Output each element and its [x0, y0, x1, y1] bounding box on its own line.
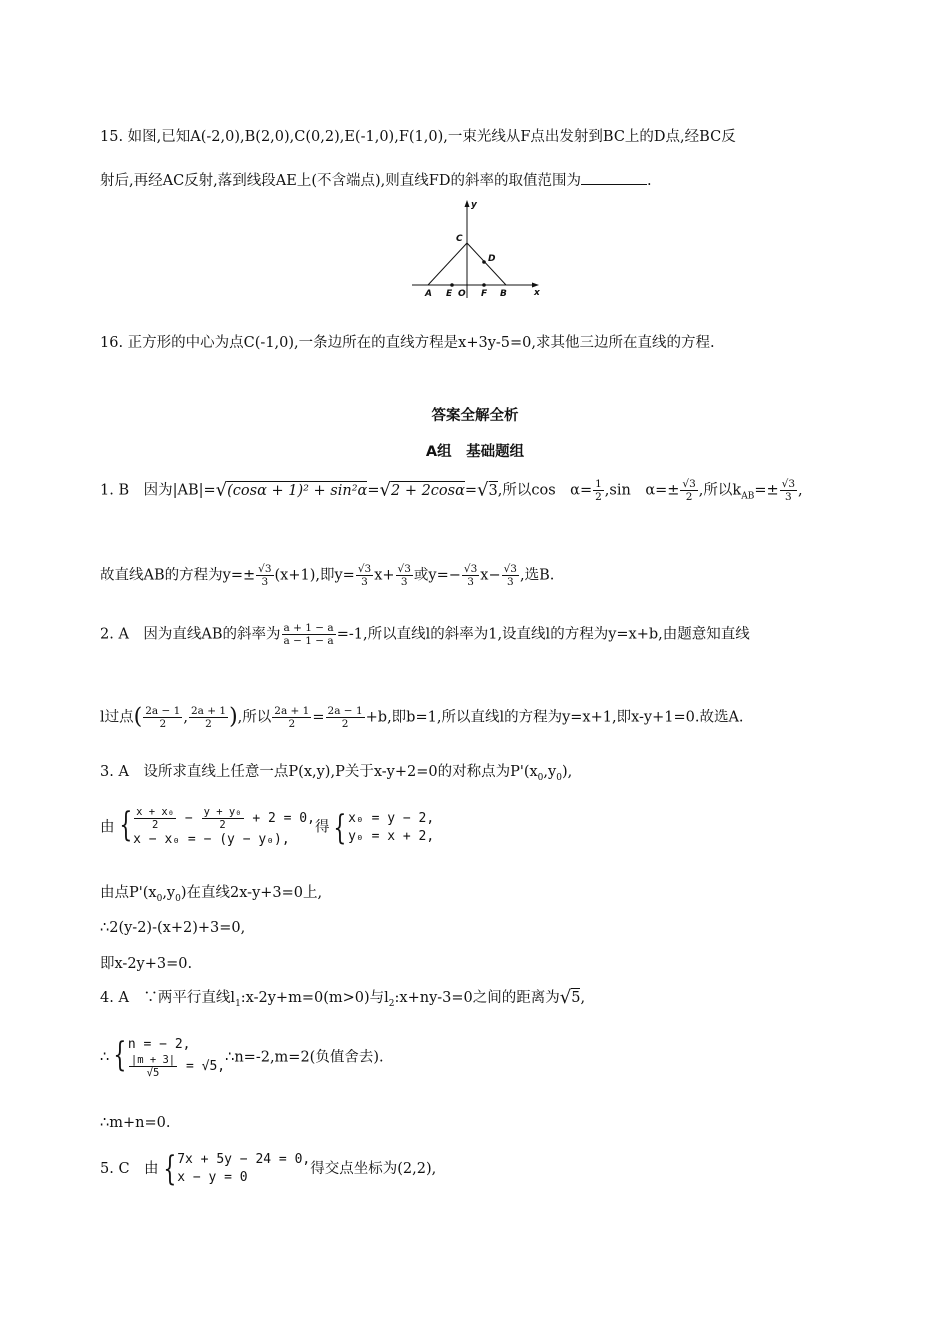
label-d: D [488, 254, 496, 264]
subscript: 2 [388, 998, 395, 1009]
right-paren: ) [229, 704, 238, 730]
a1-text: =± [754, 482, 779, 499]
sqrt-icon: √ [559, 987, 572, 1008]
a1-text: 故直线AB的方程为y=± [100, 567, 256, 584]
a2-text: +b,即b=1,所以直线l的方程为y=x+1,即x-y+1=0.故选A. [365, 709, 744, 726]
label-c: C [456, 234, 463, 244]
y-axis-arrow [465, 200, 470, 207]
a2-text: 2. A 因为直线AB的斜率为 [100, 626, 281, 643]
fraction [189, 705, 228, 730]
q15-line-2-text: 射后,再经AC反射,落到线段AE上(不含端点),则直线FD的斜率的取值范围为 [100, 173, 581, 189]
system-rows [348, 809, 434, 847]
a2-text: l过点 [100, 709, 134, 726]
system-row-2: x − x₀ = − (y − y₀), [133, 832, 290, 847]
a5-text: 得交点坐标为(2,2), [310, 1161, 437, 1177]
subscript: 0 [175, 893, 181, 904]
numerator: √3 [682, 478, 696, 490]
denominator: 2 [205, 718, 212, 730]
system-row-2: y₀ = x + 2, [348, 828, 435, 844]
brace-icon: { [333, 807, 347, 848]
system-row-2 [128, 1054, 225, 1079]
denominator: √5 [146, 1067, 160, 1079]
q16-text: 16. 正方形的中心为点C(-1,0),一条边所在的直线方程是x+3y-5=0,求其他三边所在直线的方程. [100, 335, 715, 351]
numerator: √3 [463, 563, 478, 575]
a5-line-1 [100, 1150, 436, 1188]
sqrt-icon: √ [477, 479, 489, 501]
fraction [282, 622, 336, 647]
brace-icon: { [118, 805, 132, 845]
numerator: √3 [781, 478, 796, 490]
a1-line-2 [100, 563, 554, 588]
a1-text: x+ [374, 567, 395, 584]
denominator: 3 [467, 576, 474, 588]
sqrt-icon: √ [379, 479, 391, 501]
numerator: √3 [258, 563, 272, 575]
a4-line-2 [100, 1036, 384, 1079]
equation-system [159, 1150, 311, 1188]
point-e [450, 283, 454, 287]
denominator: 3 [361, 576, 368, 588]
denominator: 3 [261, 576, 269, 588]
a4-text: 4. A ∵两平行直线l [100, 990, 236, 1006]
numerator: 2a + 1 [190, 705, 227, 717]
a3-text: ,y [543, 764, 557, 780]
a2-line-2 [100, 705, 744, 730]
a3-line-1 [100, 762, 572, 788]
denominator: 3 [784, 491, 792, 503]
therefore-icon: ∴ [100, 1049, 110, 1066]
system-row-1: 7x + 5y − 24 = 0, [177, 1152, 311, 1167]
denominator: 2 [595, 491, 602, 503]
a3-line-4: ∴2(y-2)-(x+2)+3=0, [100, 920, 246, 936]
group-title: A组 基础题组 [425, 444, 525, 460]
numerator: y + y₀ [203, 806, 242, 818]
denominator: 3 [506, 576, 514, 588]
comma: , [183, 709, 188, 726]
equals: = [367, 482, 380, 499]
numerator: √3 [503, 563, 517, 575]
minus: − [177, 811, 201, 826]
a1-text: 或y=− [413, 567, 461, 584]
a2-text: =-1,所以直线l的斜率为1,设直线l的方程为y=x+b,由题意知直线 [336, 626, 750, 643]
brace-icon: { [162, 1149, 176, 1189]
subscript: AB [741, 491, 755, 502]
point-f [482, 283, 486, 287]
segment-cb [467, 243, 506, 285]
row-end: = √5, [178, 1059, 226, 1074]
fraction [256, 563, 273, 588]
fraction [143, 705, 182, 730]
q15-line-2-end: . [646, 173, 652, 189]
fraction [326, 705, 365, 730]
q15-line-2 [100, 170, 652, 191]
fraction [462, 563, 479, 588]
a2-text: ,所以 [237, 709, 272, 726]
equals: = [464, 482, 478, 499]
a4-text: , [580, 990, 586, 1006]
system-rows [133, 806, 315, 849]
point-d [482, 260, 486, 264]
numerator: |m + 3| [130, 1054, 176, 1066]
subscript: 0 [156, 893, 163, 904]
a1-text: ,sin α=± [604, 482, 680, 499]
a2-line-1 [100, 622, 750, 647]
a1-text: x− [480, 567, 501, 584]
numerator: a + 1 − a [283, 622, 334, 634]
system-row-1 [133, 806, 315, 831]
a5-text: 5. C 由 [100, 1161, 159, 1177]
a1-text: , [798, 482, 803, 499]
fraction [356, 563, 373, 588]
left-paren: ( [133, 704, 143, 730]
fraction [134, 806, 176, 831]
label-y: y [471, 200, 477, 210]
subscript: 0 [556, 772, 562, 783]
fraction [202, 806, 244, 831]
a3-text: ,y [162, 885, 176, 901]
denominator: 2 [685, 491, 693, 503]
numerator: 2a + 1 [274, 705, 310, 717]
denominator: 2 [288, 718, 296, 730]
radicand: 5 [571, 990, 581, 1006]
a1-text: 1. B 因为|AB|= [100, 482, 216, 499]
system-row-2: x − y = 0 [177, 1170, 248, 1185]
label-b: B [500, 289, 507, 299]
x-axis-arrow [532, 283, 539, 288]
numerator: 2a − 1 [327, 705, 363, 717]
a1-text: ,选B. [519, 567, 555, 584]
q15-line-1: 15. 如图,已知A(-2,0),B(2,0),C(0,2),E(-1,0),F(1,0),一束光线从F点出发射到BC上的D点,经BC反 [100, 129, 736, 145]
label-f: F [481, 289, 488, 299]
label-e: E [446, 289, 453, 299]
sqrt-icon: √ [215, 479, 228, 501]
fraction [272, 705, 311, 730]
label-o: O [458, 289, 466, 299]
brace-icon: { [113, 1035, 127, 1075]
numerator: √3 [397, 563, 411, 575]
numerator: 2a − 1 [145, 705, 181, 717]
a4-text: ∴n=-2,m=2(负值舍去). [225, 1049, 384, 1066]
system-rows [177, 1150, 310, 1188]
radicand: (cosα + 1)² + sin²α [227, 482, 368, 499]
a4-text: :x+ny-3=0之间的距离为 [394, 990, 560, 1006]
denominator: 2 [341, 718, 349, 730]
fraction [396, 563, 413, 588]
denominator: 2 [159, 718, 167, 730]
label-a: A [425, 289, 432, 299]
subscript: 1 [235, 998, 241, 1009]
a3-text: 3. A 设所求直线上任意一点P(x,y),P关于x-y+2=0的对称点为P'(x [100, 764, 538, 780]
label-x: x [534, 288, 540, 298]
equals: = [312, 709, 325, 726]
system-rows [128, 1036, 225, 1079]
denominator: 2 [219, 819, 226, 831]
a1-text: ,所以cos α= [497, 482, 593, 499]
a3-line-5: 即x-2y+3=0. [100, 956, 193, 972]
fraction [502, 563, 519, 588]
a3-text: 由点P'(x [100, 885, 157, 901]
a4-text: :x-2y+m=0(m>0)与l [240, 990, 389, 1006]
fraction [593, 478, 604, 503]
a1-line-1 [100, 478, 803, 506]
a3-line-3 [100, 883, 322, 909]
denominator: 3 [400, 576, 408, 588]
radicand: 2 + 2cosα [390, 482, 465, 499]
denominator: a − 1 − a [283, 635, 334, 647]
radicand: 3 [488, 482, 498, 499]
numerator: 1 [595, 478, 602, 490]
numerator: √3 [357, 563, 372, 575]
subscript: 0 [537, 772, 544, 783]
numerator: x + x₀ [136, 806, 175, 818]
equation-system [109, 1036, 225, 1079]
a3-text: )在直线2x-y+3=0上, [180, 885, 323, 901]
a4-line-3: ∴m+n=0. [100, 1115, 171, 1131]
answer-blank [581, 170, 647, 185]
equation-system [115, 806, 315, 849]
a1-text: ,所以k [698, 482, 742, 499]
system-row-1: n = − 2, [127, 1037, 191, 1052]
row-end: + 2 = 0, [244, 811, 315, 826]
a3-line-2 [100, 806, 434, 849]
a3-text: 得 [314, 819, 330, 836]
q15-figure [408, 198, 548, 300]
denominator: 2 [151, 819, 159, 831]
fraction [680, 478, 697, 503]
fraction [780, 478, 797, 503]
system-row-1: x₀ = y − 2, [348, 810, 435, 826]
a3-text: 由 [100, 819, 115, 836]
a3-text: ), [561, 764, 573, 780]
equation-system [329, 809, 434, 847]
a4-line-1 [100, 988, 585, 1014]
a1-text: (x+1),即y= [274, 567, 355, 584]
segment-ac [428, 243, 467, 285]
fraction [129, 1054, 177, 1079]
answers-title: 答案全解全析 [431, 408, 519, 424]
